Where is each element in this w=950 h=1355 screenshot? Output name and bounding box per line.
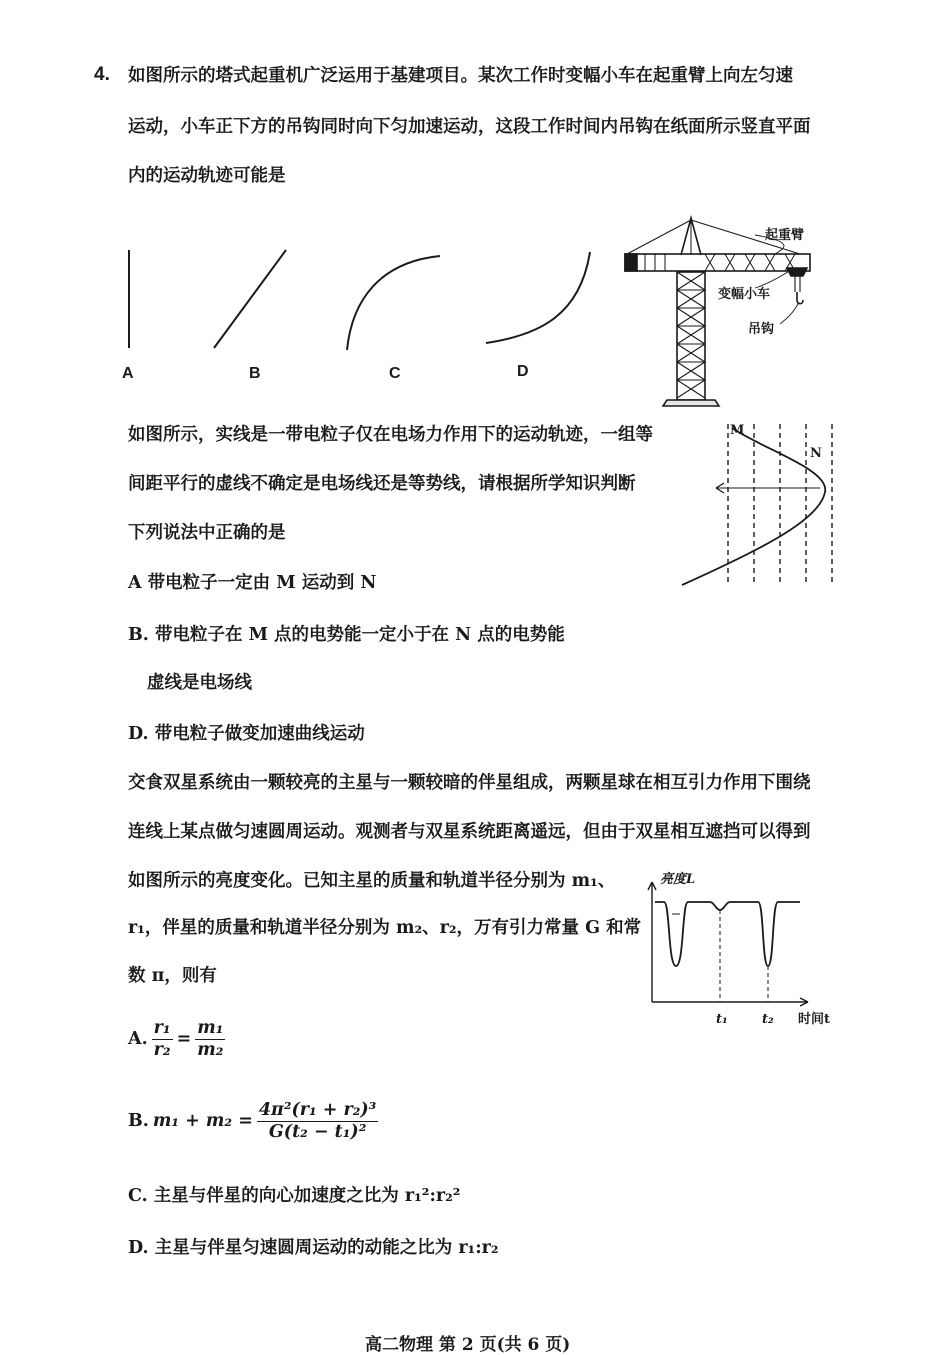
q6-option-b-den: G(t₂ − t₁)²: [268, 1122, 367, 1142]
crane-arm-label: 起重臂: [765, 228, 805, 243]
q5-stem-line-2: 间距平行的虚线不确定是电场线还是等势线，请根据所学知识判断: [128, 474, 636, 494]
brightness-curve: [655, 902, 800, 966]
graph-x-label: 时间t: [798, 1012, 831, 1027]
option-c-label: C: [389, 365, 401, 382]
q5-option-c: 虚线是电场线: [147, 673, 252, 693]
q6-option-b-fraction: [257, 1100, 379, 1143]
q5-stem-line-3: 下列说法中正确的是: [128, 523, 286, 543]
q6-stem-line-3: 如图所示的亮度变化。已知主星的质量和轨道半径分别为 m₁、: [128, 871, 616, 891]
q6-option-a-equals: =: [176, 1029, 192, 1049]
question-4-number: 4.: [94, 64, 110, 85]
q6-option-a-rhs: [195, 1018, 225, 1061]
electric-field-figure: [670, 420, 850, 590]
q6-option-a-rhs-num: m₁: [197, 1018, 224, 1038]
q6-option-b: [128, 1100, 378, 1143]
q6-option-a-lhs-den: r₂: [153, 1040, 171, 1060]
graph-t1-label: t₁: [716, 1012, 728, 1027]
q6-option-a-lhs-num: r₁: [153, 1018, 171, 1038]
q6-option-a-label: A.: [128, 1029, 148, 1049]
crane-hook-label: 吊钩: [748, 322, 775, 337]
q5-option-a: A 带电粒子一定由 M 运动到 N: [128, 573, 377, 593]
q6-option-b-num: 4π²(r₁ + r₂)³: [258, 1100, 377, 1120]
trajectory-c: [347, 256, 440, 350]
point-m-label: M: [730, 423, 745, 438]
q4-stem-line-2: 运动，小车正下方的吊钩同时向下匀加速运动，这段工作时间内吊钩在纸面所示竖直平面: [128, 117, 811, 137]
trajectory-b: [214, 250, 286, 348]
q6-option-a-rhs-den: m₂: [197, 1040, 224, 1060]
option-b-label: B: [249, 365, 261, 382]
q6-option-c: C. 主星与伴星的向心加速度之比为 r₁²:r₂²: [128, 1186, 461, 1206]
brightness-graph: [640, 868, 840, 1018]
option-a-label: A: [122, 365, 134, 382]
crane-trolley-label: 变幅小车: [718, 287, 771, 302]
q6-stem-line-5: 数 π，则有: [128, 966, 217, 986]
tower-crane-figure: [615, 210, 845, 410]
q5-option-b: B. 带电粒子在 M 点的电势能一定小于在 N 点的电势能: [128, 625, 565, 645]
trajectory-d: [486, 252, 590, 343]
q4-stem-line-1: 如图所示的塔式起重机广泛运用于基建项目。某次工作时变幅小车在起重臂上向左匀速: [128, 66, 793, 86]
graph-y-label: 亮度L: [660, 872, 696, 887]
q6-option-d: D. 主星与伴星匀速圆周运动的动能之比为 r₁:r₂: [128, 1238, 499, 1258]
q6-stem-line-2: 连线上某点做匀速圆周运动。观测者与双星系统距离遥远，但由于双星相互遮挡可以得到: [128, 822, 811, 842]
q5-option-d: D. 带电粒子做变加速曲线运动: [128, 724, 365, 744]
page-footer: 高二物理 第 2 页(共 6 页): [365, 1335, 571, 1355]
option-d-label: D: [517, 363, 529, 380]
q6-option-b-lhs: m₁ + m₂ =: [152, 1111, 253, 1131]
q6-stem-line-4: r₁，伴星的质量和轨道半径分别为 m₂、r₂，万有引力常量 G 和常: [128, 918, 642, 938]
q6-option-a: [128, 1018, 225, 1061]
q6-option-a-lhs: [152, 1018, 173, 1061]
q6-option-b-label: B.: [128, 1111, 149, 1131]
graph-t2-label: t₂: [762, 1012, 774, 1027]
point-n-label: N: [810, 446, 822, 461]
q4-stem-line-3: 内的运动轨迹可能是: [128, 166, 286, 186]
q5-stem-line-1: 如图所示，实线是一带电粒子仅在电场力作用下的运动轨迹，一组等: [128, 425, 653, 445]
q6-stem-line-1: 交食双星系统由一颗较亮的主星与一颗较暗的伴星组成，两颗星球在相互引力作用下围绕: [128, 773, 811, 793]
